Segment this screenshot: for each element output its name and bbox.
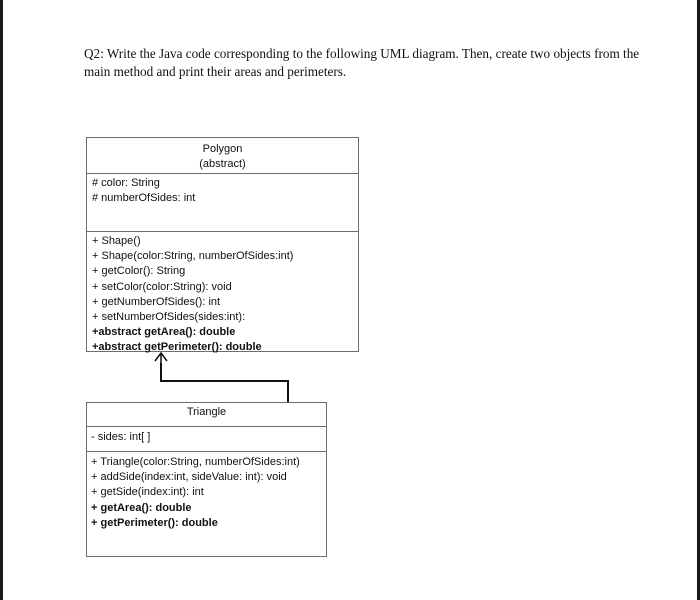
question-text: Q2: Write the Java code corresponding to the following UML diagram. Then, create two objects from the main method and print their areas and perimeters.	[84, 46, 640, 79]
polygon-method: + Shape(color:String, numberOfSides:int)	[92, 250, 294, 263]
triangle-class-name: Triangle	[186, 406, 227, 418]
polygon-method: + getColor(): String	[92, 265, 186, 278]
polygon-attributes	[87, 173, 358, 231]
polygon-class-box	[86, 137, 359, 352]
triangle-methods	[87, 451, 326, 556]
polygon-method: + Shape()	[92, 235, 141, 247]
triangle-class-box	[86, 402, 327, 557]
polygon-attribute: # color: String	[92, 177, 160, 189]
triangle-method: + getPerimeter(): double	[91, 516, 218, 529]
polygon-header	[87, 140, 358, 174]
inheritance-arrow-icon	[152, 351, 170, 365]
triangle-method: + addSide(index:int, sideValue: int): void	[91, 471, 287, 484]
inheritance-line-drop	[287, 380, 289, 402]
triangle-method: + getSide(index:int): int	[91, 486, 204, 499]
triangle-attributes	[87, 426, 326, 451]
polygon-method: + setColor(color:String): void	[92, 280, 232, 293]
triangle-attribute: - sides: int[ ]	[91, 431, 151, 443]
polygon-method: +abstract getArea(): double	[92, 326, 236, 339]
polygon-method: + getNumberOfSides(): int	[92, 295, 221, 308]
triangle-method: + getArea(): double	[91, 501, 192, 514]
polygon-methods	[87, 231, 358, 354]
left-border	[0, 0, 3, 600]
inheritance-line-vertical	[160, 363, 162, 381]
polygon-stereotype: (abstract)	[199, 158, 246, 171]
polygon-method: + setNumberOfSides(sides:int):	[92, 311, 246, 324]
polygon-attribute: # numberOfSides: int	[92, 192, 196, 205]
triangle-header	[87, 403, 326, 426]
polygon-method: +abstract getPerimeter(): double	[92, 341, 262, 354]
polygon-class-name: Polygon	[202, 143, 243, 155]
inheritance-line-horizontal	[160, 380, 288, 382]
triangle-method: + Triangle(color:String, numberOfSides:int)	[91, 456, 300, 468]
